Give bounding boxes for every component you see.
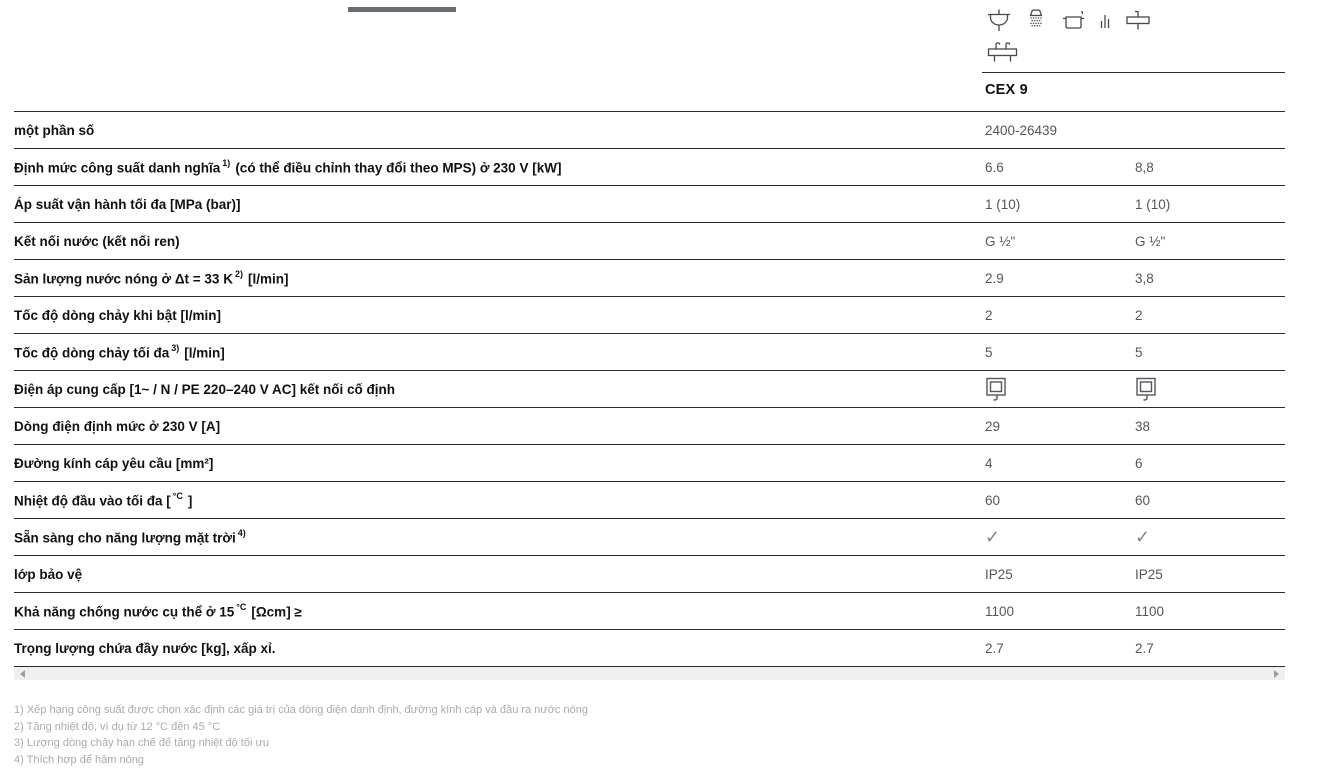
row-value: 60 [1135,492,1151,508]
row-value: 2.7 [985,640,1004,656]
row-value: 38 [1135,418,1151,434]
shower-icon [1023,8,1049,32]
row-value: 2400-26439 [985,122,1058,138]
scroll-left-arrow-icon[interactable] [20,670,25,678]
table-row [14,593,1285,630]
row-value: 2.9 [985,270,1004,286]
table-row [14,297,1285,334]
row-value: 3,8 [1135,270,1154,286]
row-label: Đường kính cáp yêu cầu [mm²] [14,455,214,471]
table-row [14,149,1285,186]
footnote-marker: 4) [237,527,246,538]
table-row [14,445,1285,482]
table-header [14,0,1285,112]
row-label: Trọng lượng chứa đầy nước [kg], xấp xỉ. [14,640,276,656]
table-body [14,112,1285,667]
row-label: Định mức công suất danh nghĩa $^{1)}$ (có thể điều chỉnh thay đổi theo MPS) ở 230 V [kW] [14,157,562,176]
table-row [14,519,1285,556]
row-value: G ½" [985,233,1016,249]
row-label: Dòng điện định mức ở 230 V [A] [14,418,221,434]
table-row [14,260,1285,297]
footnote-3: 3) Lượng dòng chảy hạn chế để tăng nhiệt độ tối ưu [14,737,269,749]
horizontal-scrollbar[interactable] [14,667,1285,680]
row-label: Sản lượng nước nóng ở Δt = 33 K $^{2)}$ [l/min] [14,268,289,287]
row-label: Khả năng chống nước cụ thể ở 15 $^{^\circ C}$ [Ωcm] ≥ [14,601,302,620]
footnote-marker: °C [172,490,183,501]
table-row [14,556,1285,593]
water-jet-icon [1099,8,1112,32]
table-row [14,223,1285,260]
table-row [14,186,1285,223]
footnote-marker: 2) [234,268,243,279]
scroll-right-arrow-icon[interactable] [1274,670,1279,678]
row-label: Tốc độ dòng chảy khi bật [l/min] [14,307,222,323]
row-value: 2 [985,307,993,323]
header-divider [982,72,1285,73]
row-value: 4 [985,455,993,471]
sink-icon [1123,8,1153,32]
row-label: Tốc độ dòng chảy tối đa $^{3)}$ [l/min] [14,342,225,361]
checkmark-icon: ✓ [1135,526,1151,547]
footnote-marker: °C [236,601,247,612]
checkmark-icon: ✓ [985,526,1001,547]
fixed-connection-icon [985,377,1135,402]
table-row [14,630,1285,667]
row-value: 2.7 [1135,640,1154,656]
footnote-marker: 1) [222,157,231,168]
usage-icons-row-1 [986,8,1153,32]
row-label: Điện áp cung cấp [1~ / N / PE 220–240 V AC] kết nối cố định [14,381,395,397]
row-label: một phần số [14,122,95,138]
table-row [14,408,1285,445]
row-value: 8,8 [1135,159,1154,175]
footnote-marker: 3) [171,342,180,353]
table-row [14,112,1285,149]
table-row [14,334,1285,371]
row-value: 1100 [1135,603,1165,619]
row-value: IP25 [985,566,1013,582]
cooking-pot-icon [1060,8,1088,32]
row-label: Kết nối nước (kết nối ren) [14,233,180,249]
row-value: 6 [1135,455,1143,471]
spec-table [14,0,1285,667]
row-value: IP25 [1135,566,1163,582]
row-label: Sẵn sàng cho năng lượng mặt trời $^{4)}$ [14,527,246,546]
row-value: 5 [985,344,993,360]
row-value: 1100 [985,603,1015,619]
row-value: G ½" [1135,233,1166,249]
washbasin-icon [986,8,1012,32]
row-value: 1 (10) [985,196,1021,212]
footnote-1: 1) Xếp hạng công suất được chọn xác định các giá trị của dòng điện danh định, đường kính cáp và đầu ra nước nóng [14,704,588,716]
row-value: 6.6 [985,159,1004,175]
table-row [14,371,1285,408]
table-row [14,482,1285,519]
row-label: Nhiệt độ đầu vào tối đa [ $^{^\circ C}$ ] [14,490,193,509]
usage-icons-row-2 [986,40,1020,64]
row-value: 2 [1135,307,1143,323]
footnotes [14,702,588,768]
footnote-4: 4) Thích hợp để hâm nóng [14,753,144,766]
row-value: 60 [985,492,1001,508]
row-value: 1 (10) [1135,196,1171,212]
row-value: 5 [1135,344,1143,360]
row-label: Áp suất vận hành tối đa [MPa (bar)] [14,196,241,212]
bathtub-icon [986,40,1020,64]
footnote-2: 2) Tăng nhiệt độ, ví dụ từ 12 °C đến 45 °C [14,720,221,733]
row-label: lớp bảo vệ [14,566,83,582]
product-name: CEX 9 [985,82,1028,98]
row-value: 29 [985,418,1001,434]
fixed-connection-icon [1135,377,1285,402]
